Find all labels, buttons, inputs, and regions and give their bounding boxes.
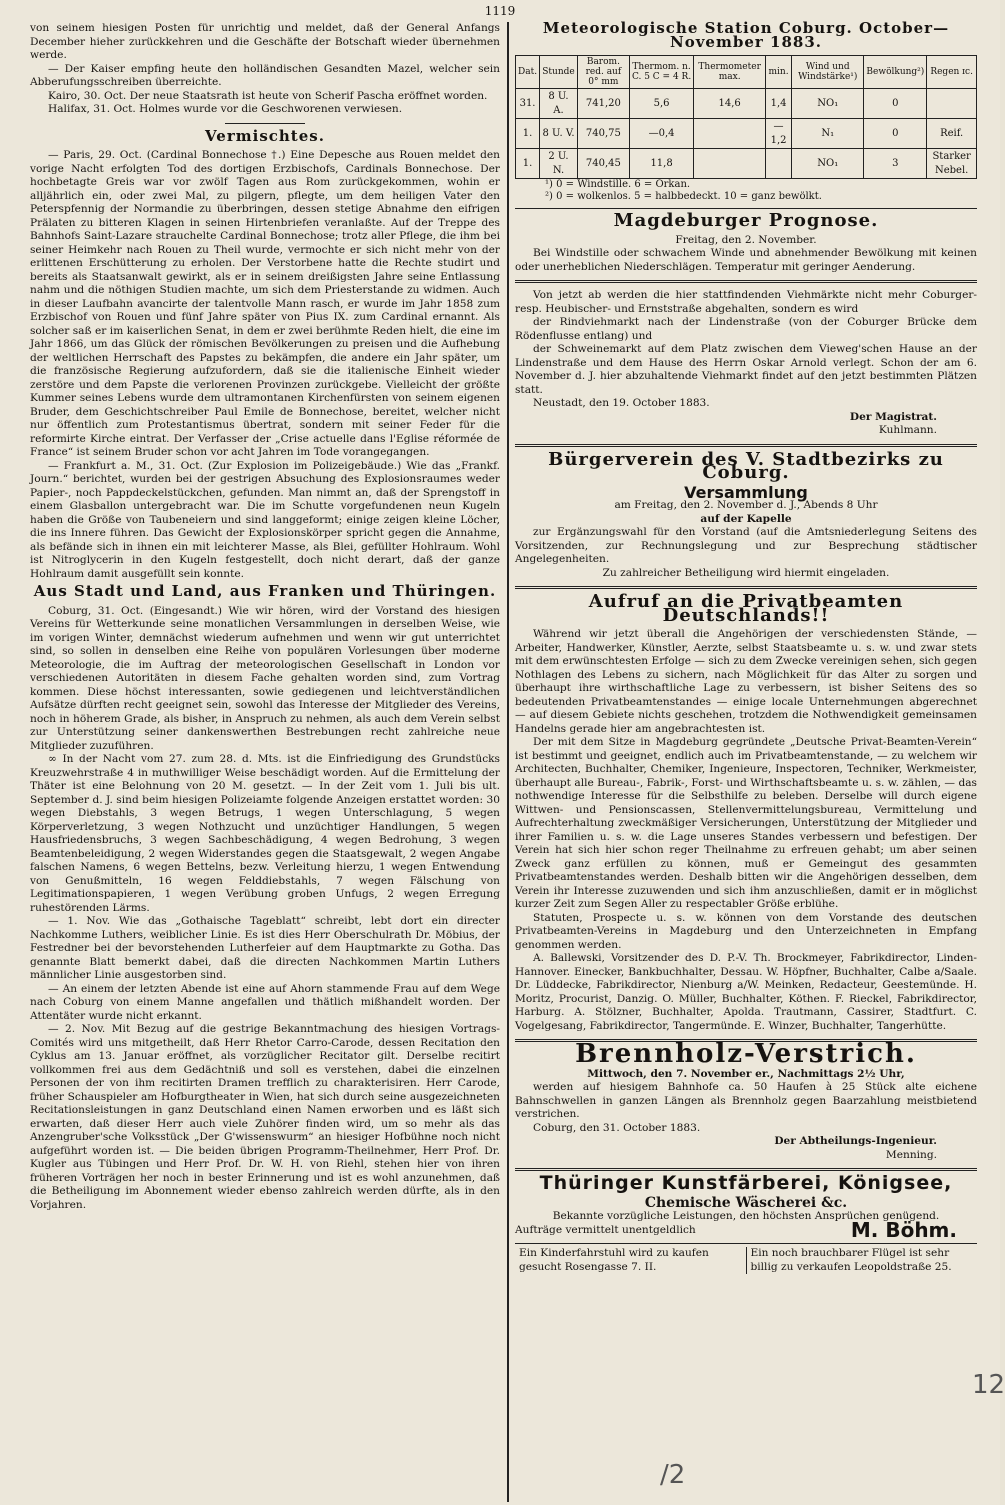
table-cell: 0 [864,89,927,119]
prognose-text: Bei Windstille oder schwachem Winde und abnehmender Bewölkung mit keinen oder unerheblichen Niederschlägen. Temperatur mit geringer Aenderung. [515,247,977,273]
prognose-date: Freitag, den 2. November. [675,233,817,246]
buergerverein-title: Bürgerverein des V. Stadtbezirks zu Coburg. [548,448,944,483]
article-paragraph: Coburg, 31. Oct. (Eingesandt.) Wie wir hören, wird der Vorstand des hiesigen Vereins für Wetterkunde seine monatlichen Versammlungen in derselben Weise, wie im vorigen Winter, demnächst wiederum aufnehmen und wenn wir gut unterrichtet sind, so sollen in denselben eine Reihe von populären Vorlesungen über moderne Meteorologie, die im Auftrag der meteorologischen Gesellschaft in London vor verschiedenen Autoritäten in diesem Fache gehalten worden sind, zum Vortrag kommen. Diese höchst interessanten, sowie gediegenen und leichtverständlichen Aufsätze dürften recht geeignet sein, sowohl das Interesse der Mitglieder des Vereins, noch in höherem Grade, als bisher, in Anspruch zu nehmen, als auch dem Verein selbst zur Unterstützung seiner dankenswerthen Bestrebungen recht zahlreiche neue Mitglieder zuzuführen. [30,604,500,752]
divider [225,123,305,124]
notice-signature: Der Magistrat. [849,410,937,423]
buergerverein-line: am Freitag, den 2. November d. J., Abends 8 Uhr [614,499,878,511]
article-paragraph: — 1. Nov. Wie das „Gothaische Tageblatt“ schreibt, lebt dort ein directer Nachkomme Luthers, weiblicher Linie. Es ist dies Herr Oberschulrath Dr. Möbius, der Festredner bei der bevorstehenden Lutherfeier auf dem Hauptmarkte zu Gotha. Das genannte Blatt bemerkt dabei, daß die directen Nachkommen Martin Luthers männlicher Linie ausgestorben sind. [30,915,500,981]
table-cell: 1. [516,149,540,179]
brennholz-signature-name: Menning. [885,1148,937,1161]
table-cell: —1,2 [766,119,792,149]
notice-signature-name: Kuhlmann. [878,424,937,436]
notice-paragraph: der Rindviehmarkt nach der Lindenstraße (von der Coburger Brücke dem Rödenflusse entlang) und [515,316,977,342]
article-paragraph: von seinem hiesigen Posten für unrichtig und meldet, daß der General Anfangs December hieher zurückkehren und die Geschäfte der Botschaft wieder übernehmen werde. [30,22,500,61]
column-header: Dat. [516,56,540,89]
article-paragraph: Halifax, 31. Oct. Holmes wurde vor die Geschworenen verwiesen. [48,103,403,115]
brennholz-line: werden auf hiesigem Bahnhofe ca. 50 Haufen à 25 Stück alte eichene Bahnschwellen in ganzen Längen als Brennholz gegen Baarzahlung meistbietend verstrichen. [515,1081,977,1120]
table-footnote: ¹) 0 = Windstille. 6 = Orkan. [545,179,691,190]
small-ad-left: Ein Kinderfahrstuhl wird zu kaufen gesucht Rosengasse 7. II. [519,1247,709,1273]
article-paragraph: ∞ In der Nacht vom 27. zum 28. d. Mts. ist die Einfriedigung des Grundstücks Kreuzwehrstraße 4 in muthwilliger Weise beschädigt worden. Auf die Ermittelung der Thäter ist eine Belohnung von 20 M. gesetzt. — In der Zeit vom 1. Juli bis ult. September d. J. sind beim hiesigen Polizeiamte folgende Anzeigen erstattet worden: 30 wegen Diebstahls, 3 wegen Betrugs, 1 wegen Unterschlagung, 5 wegen Körperverletzung, 3 wegen Nothzucht und unzüchtiger Handlungen, 5 wegen Hausfriedensbruchs, 3 wegen Sachbeschädigung, 4 wegen Bedrohung, 3 wegen Beamtenbeleidigung, 2 wegen Widerstandes gegen die Staatsgewalt, 2 wegen Angabe falschen Namens, 6 wegen Bettelns, bezw. Verleitung hierzu, 1 wegen Entwendung von Genußmitteln, 16 wegen Felddiebstahls, 7 wegen Fälschung von Legitimationspapieren, 1 wegen Verübung groben Unfugs, 2 wegen Erregung ruhestörenden Lärms. [30,753,500,914]
table-footnote: ²) 0 = wolkenlos. 5 = halbbedeckt. 10 = ganz bewölkt. [545,191,822,202]
table-cell: NO₁ [792,89,864,119]
table-cell [766,149,792,179]
weather-table-header [516,56,977,89]
column-header: Stunde [540,56,578,89]
left-column [30,22,500,1502]
table-cell: 740,75 [577,119,629,149]
buergerverein-line: auf der Kapelle [700,512,792,525]
table-cell: 1,4 [766,89,792,119]
met-station-title: Meteorologische Station Coburg. October—November 1883. [542,19,950,51]
table-row [516,149,977,179]
brennholz-title: Brennholz-Verstrich. [575,1039,917,1069]
buergerverein-line: Zu zahlreicher Betheiligung wird hiermit eingeladen. [602,566,890,579]
handwritten-mark: 12 [972,1370,1005,1400]
table-cell: 2 U. N. [540,149,578,179]
brennholz-date: Coburg, den 31. October 1883. [533,1121,701,1134]
column-header: Bewölkung²) [864,56,927,89]
divider [515,280,977,283]
aufruf-paragraph: Während wir jetzt überall die Angehörigen der verschiedensten Stände, — Arbeiter, Handwerker, Künstler, Aerzte, selbst Staatsbeamte u. s. w. und zwar stets mit dem erwünschtesten Erfolge — sich zu dem Zwecke vereinigen sehen, sich gegen Nothlagen des Lebens zu sichern, nach Möglichkeit für das Alter zu sorgen und überhaupt ihre wirthschaftliche Lage zu verbessern, ist bisher Seitens des so bedeutenden Privatbeamtenstandes — einige locale Unternehmungen abgerechnet — auf diesem Gebiete nichts geschehen, trotzdem die Nothwendigkeit gemeinsamen Handelns gerade hier am angebrachtesten ist. [515,628,977,735]
notice-paragraph: Von jetzt ab werden die hier stattfindenden Viehmärkte nicht mehr Coburger- resp. Heubischer- und Ernststraße abgehalten, sondern es wird [515,289,977,315]
faerberei-title: Thüringer Kunstfärberei, Königsee, [539,1172,953,1194]
table-cell: Reif. [927,119,977,149]
faerberei-name: M. Böhm. [850,1217,957,1242]
article-paragraph: — Frankfurt a. M., 31. Oct. (Zur Explosion im Polizeigebäude.) Wie das „Frankf. Journ.“ berichtet, wurden bei der gestrigen Absuchung des Explosionsraumes weder Papier-, noch Pappdeckelstückchen, gefunden. Man nimmt an, daß der Sprengstoff in einem Glasballon untergebracht war. Die im Schutte vorgefundenen neun Kugeln haben die Größe von Taubeneiern und sind langgeformt; einige zeigen kleine Löcher, die ins Innere führen. Das Gewicht der Explosionskörper spricht gegen die Annahme, als befände sich in ihnen ein mit leichterer Masse, als Blei, gefüllter Hohlraum. Wohl ist Nitroglycerin in den Kugeln festgestellt, doch nicht derart, daß der ganze Hohlraum damit ausgefüllt sein konnte. [30,459,500,580]
page-number: 1119 [484,4,516,18]
divider [515,586,977,589]
buergerverein-subtitle: Versammlung [684,482,808,502]
section-title-vermischtes: Vermischtes. [205,126,325,145]
article-paragraph: Kairo, 30. Oct. Der neue Staatsrath ist heute von Scherif Pascha eröffnet worden. [48,89,488,102]
column-header: Thermom. n. C. 5 C = 4 R. [629,56,693,89]
small-ads [515,1243,977,1274]
table-cell: 0 [864,119,927,149]
table-cell: N₁ [792,119,864,149]
article-paragraph: — Der Kaiser empfing heute den holländischen Gesandten Mazel, welcher sein Abberufungsschreiben überreichte. [30,62,500,88]
table-cell: 8 U. V. [540,119,578,149]
small-ad-right: Ein noch brauchbarer Flügel ist sehr billig zu verkaufen Leopoldstraße 25. [746,1247,978,1274]
table-cell [927,89,977,119]
divider [515,1168,977,1171]
column-header: Barom. red. auf 0° mm [577,56,629,89]
prognose-title: Magdeburger Prognose. [613,210,879,231]
aufruf-paragraph: Der mit dem Sitze in Magdeburg gegründete „Deutsche Privat-Beamten-Verein“ ist bestimmt und geeignet, endlich auch im Privatbeamtenstande, — zu welchem wir Architecten, Buchhalter, Chemiker, Ingenieure, Inspectoren, Techniker, Werkmeister, überhaupt alle Bureau-, Fabrik-, Forst- und Wirthschaftsbeamte u. s. w. zählen, — das nothwendige Interesse für die Selbsthilfe zu beleben. Derselbe will durch eigene Wittwen- und Pensionscassen, Stellenvermittelungsbureau, Vermittelung und Aufrechterhaltung zweckmäßiger Versicherungen, Unterstützung der Mitglieder und ihrer Familien u. s. w. die Lage unseres Standes verbessern und befestigen. Der Verein hat sich hier schon reger Theilnahme zu erfreuen gehabt; um aber seinen Zweck ganz erfüllen zu können, muß er Gemeingut des gesammten Privatbeamtenstandes werden. Deshalb bitten wir die Angehörigen desselben, dem Verein ihr Interesse zuzuwenden und sich ihm anzuschließen, damit er in möglichst kurzer Zeit zum Segen Aller zu respectabler Größe erblühe. [515,736,977,910]
divider [515,444,977,447]
table-cell: NO₁ [792,149,864,179]
aufruf-title: Aufruf an die Privatbeamten Deutschlands!! [588,591,904,626]
table-cell: 5,6 [629,89,693,119]
article-paragraph: — 2. Nov. Mit Bezug auf die gestrige Bekanntmachung des hiesigen Vortrags-Comités wird uns mitgetheilt, daß Herr Rhetor Carro-Carode, dessen Recitation den Cyklus am 13. Januar eröffnet, als vorzüglicher Recitator gilt. Derselbe recitirt vollkommen frei aus dem Gedächtniß und soll es verstehen, dabei die einzelnen Personen der von ihm recitirten Dramen trefflich zu charakterisiren. Herr Carode, früher Schauspieler am Hofburgtheater in Wien, hat sich durch seine ausgezeichneten Recitationsleistungen in ganz Deutschland einen Namen erworben und es läßt sich erwarten, daß dieser Herr auch viele Zuhörer finden wird, um so mehr als das Anzengruber'sche Volksstück „Der G'wissenswurm“ an hiesiger Hofbühne noch nicht aufgeführt worden ist. — Die beiden übrigen Programm-Theilnehmer, Herr Prof. Dr. Kugler aus Tübingen und Herr Prof. Dr. W. H. von Riehl, stehen hier von ihren früheren Vorträgen her noch in bester Erinnerung und ist es wohl anzunehmen, daß die Betheiligung im Abonnement wieder ebenso zahlreich werden dürfte, als in den Vorjahren. [30,1023,500,1211]
column-header: min. [766,56,792,89]
weather-table [515,55,977,179]
article-paragraph: — An einem der letzten Abende ist eine auf Ahorn stammende Frau auf dem Wege nach Coburg von einem Manne angefallen und thätlich mißhandelt worden. Der Attentäter wurde nicht erkannt. [30,982,500,1022]
section-title-stadt-und-land: Aus Stadt und Land, aus Franken und Thüringen. [33,582,497,600]
table-cell: Starker Nebel. [927,149,977,179]
table-cell: 11,8 [629,149,693,179]
table-cell: 740,45 [577,149,629,179]
faerberei-subtitle: Chemische Wäscherei &c. [644,1194,848,1211]
table-cell [694,149,766,179]
right-column [507,19,977,1502]
column-header: Regen ɪc. [927,56,977,89]
aufruf-signatories: A. Ballewski, Vorsitzender des D. P.-V. Th. Brockmeyer, Fabrikdirector, Linden-Hannover. Einecker, Bankbuchhalter, Dessau. W. Höpfner, Buchhalter, Calbe a/Saale. Dr. Lüddecke, Fabrikdirector, Nienburg a/W. Meinken, Redacteur, Geestemünde. H. Moritz, Procurist, Danzig. O. Müller, Buchhalter, Köthen. F. Rieckel, Fabrikdirector, Harburg. A. Stölzner, Buchhalter, Apolda. Trautmann, Cassirer, Stadtfurt. C. Vogelgesang, Fabrikdirector, Tangermünde. E. Winzer, Buchhalter, Tangerhütte. [515,952,977,1032]
table-cell: 741,20 [577,89,629,119]
aufruf-paragraph: Statuten, Prospecte u. s. w. können von dem Vorstande des deutschen Privatbeamten-Vereins in Magdeburg und den Unterzeichneten in Empfang genommen werden. [515,911,977,951]
faerberei-line: Aufträge vermittelt unentgeldlich [515,1223,696,1236]
faerberei-line: Bekannte vorzügliche Leistungen, den höchsten Ansprüchen genügend. [552,1210,940,1222]
divider [515,208,977,209]
notice-date: Neustadt, den 19. October 1883. [533,397,710,409]
faerberei-footer [515,1217,977,1242]
column-header: Thermometer max. [694,56,766,89]
brennholz-line: Mittwoch, den 7. November er., Nachmittags 2½ Uhr, [587,1067,905,1080]
handwritten-mark: /2 [660,1460,686,1490]
buergerverein-line: zur Ergänzungswahl für den Vorstand (auf die Amtsniederlegung Seitens des Vorsitzenden, zur Rechnungslegung und zur Besprechung städtischer Angelegenheiten. [515,526,977,565]
brennholz-signature: Der Abtheilungs-Ingenieur. [774,1135,937,1147]
table-row [516,89,977,119]
table-cell: —0,4 [629,119,693,149]
column-header: Wind und Windstärke¹) [792,56,864,89]
table-cell: 1. [516,119,540,149]
table-cell: 14,6 [694,89,766,119]
table-cell [694,119,766,149]
table-cell: 31. [516,89,540,119]
notice-paragraph: der Schweinemarkt auf dem Platz zwischen dem Vieweg'schen Hause an der Lindenstraße und dem Hause des Herrn Oskar Arnold verlegt. Schon der am 6. November d. J. hier abzuhaltende Viehmarkt findet auf den jetzt bestimmten Plätzen statt. [515,343,977,396]
table-row [516,119,977,149]
article-paragraph: — Paris, 29. Oct. (Cardinal Bonnechose †.) Eine Depesche aus Rouen meldet den vorige Nacht erfolgten Tod des dortigen Erzbischofs, Cardinals Bonnechose. Der hochbetagte Greis war vor zwölf Tagen aus Rom zurückgekommen, wohin er alljährlich ein, oder zwei Mal, zu pilgern, pflegte, um dem heiligen Vater den Peterspfennig der Normandie zu überbringen, dessen stetige Abnahme den eifrigen Prälaten zu bitteren Klagen in seinen Hirtenbriefen veranlaßte. Auf der Treppe des Bahnhofs Saint-Lazare strauchelte Cardinal Bonnechose; trotz aller Pflege, die ihm bei seiner Heimkehr nach Rouen zu Theil wurde, vermochte er sich nicht mehr von der erlittenen Erschütterung zu erholen. Der Verstorbene hatte die Rechte studirt und bereits als Staatsanwalt gewirkt, als er in seinem dreißigsten Jahre seine Entlassung nahm und die nöthigen Studien machte, um sich dem Priesterstande zu widmen. Auch in dieser Laufbahn avancirte der talentvolle Mann rasch, er wurde im Jahr 1858 zum Erzbischof von Rouen und fünf Jahre später von Pius IX. zum Cardinal ernannt. Als solcher saß er im kaiserlichen Senat, in dem er zwei berühmte Reden hielt, die eine im Jahr 1866, um das Glück der römischen Bevölkerungen zu preisen und die Aufhebung der weltlichen Herrschaft des Papstes zu bekämpfen, die andere ein Jahr später, um die französische Regierung aufzufordern, daß sie die italienische Einheit wieder zerstöre und dem Papste die verlorenen Provinzen zurückgebe. Vielleicht der größte Kummer seines Lebens wurde dem ultramontanen Kirchenfürsten von seinem eigenen Bruder, dem Geschichtschreiber Paul Emile de Bonnechose, bereitet, welcher nicht nur öffentlich zum Protestantismus übertrat, sondern mit seiner Feder für die reformirte Kirche eintrat. Der Verfasser der „Crise actuelle dans l'Eglise réformée de France“ ist seinem Bruder schon vor acht Jahren im Tode vorangegangen. [30,149,500,458]
table-cell: 8 U. A. [540,89,578,119]
table-cell: 3 [864,149,927,179]
